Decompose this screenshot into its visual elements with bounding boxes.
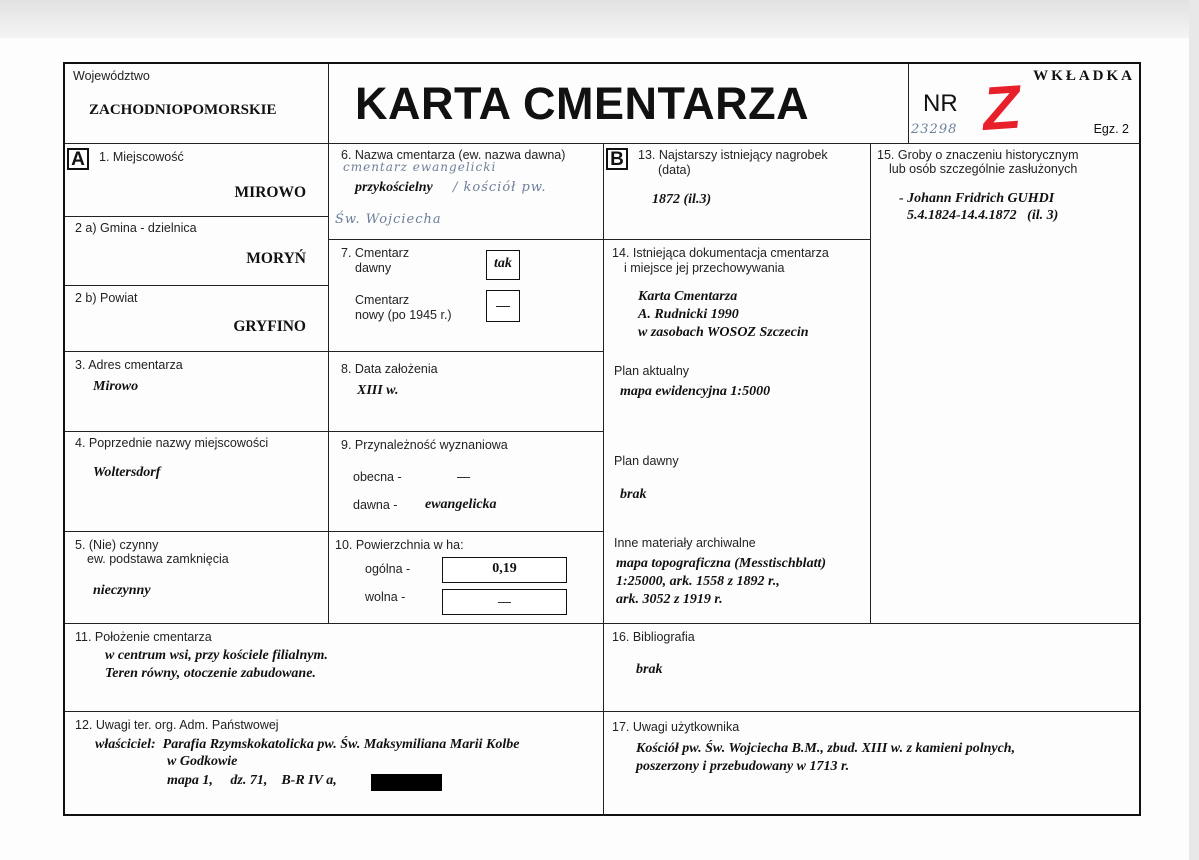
powiat-cell <box>65 286 329 352</box>
oldest-grave-cell <box>604 144 871 240</box>
denomination-label: 9. Przynależność wyznaniowa <box>341 438 508 452</box>
cem-old-value: tak <box>494 256 512 271</box>
documentation-cell <box>604 240 871 624</box>
plan-current-label: Plan aktualny <box>614 364 690 378</box>
founded-label: 8. Data założenia <box>341 362 438 376</box>
plan-current-value: mapa ewidencyjna 1:5000 <box>620 384 771 399</box>
cemetery-name-value: przykościelny <box>355 180 433 195</box>
powiat-value: GRYFINO <box>233 318 306 335</box>
user-notes-value-2: poszerzony i przebudowany w 1713 r. <box>636 759 850 774</box>
other-materials-label: Inne materiały archiwalne <box>614 536 756 550</box>
current-denomination-label: obecna - <box>353 470 402 484</box>
voivodeship-label: Województwo <box>73 69 150 83</box>
prev-names-cell <box>65 432 329 532</box>
admin-notes-value-3: mapa 1, dz. 71, B-R IV a, <box>167 773 337 788</box>
location-label: 11. Położenie cmentarza <box>75 630 212 644</box>
area-free-label: wolna - <box>365 590 406 604</box>
admin-notes-value-1: właściciel: Parafia Rzymskokatolicka pw. Św. Maksymiliana Marii Kolbe <box>95 737 520 752</box>
cemetery-name-handwritten-3: Św. Wojciecha <box>335 212 442 227</box>
cemetery-name-handwritten-2: / kościół pw. <box>453 180 547 195</box>
area-cell <box>329 532 604 624</box>
page-title: KARTA CMENTARZA <box>355 78 810 129</box>
admin-notes-value-2: w Godkowie <box>167 754 238 769</box>
cemetery-name-label: 6. Nazwa cmentarza (ew. nazwa dawna) <box>341 148 566 162</box>
area-total-value: 0,19 <box>492 561 517 576</box>
documentation-value-3: w zasobach WOSOZ Szczecin <box>638 325 809 340</box>
founded-cell <box>329 352 604 432</box>
area-label: 10. Powierzchnia w ha: <box>335 538 464 552</box>
title-cell <box>329 64 909 144</box>
active-label-2: ew. podstawa zamknięcia <box>87 552 229 566</box>
area-total-box <box>442 557 567 583</box>
scan-edge-right <box>1189 0 1199 860</box>
cem-new-label-1: Cmentarz <box>355 293 410 307</box>
locality-cell <box>65 144 329 217</box>
admin-notes-cell <box>65 712 604 816</box>
locality-label: 1. Miejscowość <box>99 150 184 164</box>
cem-old-label-2: dawny <box>355 261 392 275</box>
active-cell <box>65 532 329 624</box>
address-label: 3. Adres cmentarza <box>75 358 183 372</box>
nr-handwritten: 23298 <box>911 122 958 137</box>
prev-names-value: Woltersdorf <box>93 465 161 480</box>
powiat-label: 2 b) Powiat <box>75 291 138 305</box>
insert-label: WKŁADKA <box>1033 68 1135 84</box>
other-materials-value-3: ark. 3052 z 1919 r. <box>616 592 723 607</box>
plan-old-value: brak <box>620 487 647 502</box>
current-denomination-value: — <box>457 469 470 484</box>
historic-graves-value-1: - Johann Fridrich GUHDI <box>899 191 1055 206</box>
bibliography-cell <box>604 624 1141 712</box>
cem-old-label-1: 7. Cmentarz <box>341 246 410 260</box>
user-notes-label: 17. Uwagi użytkownika <box>612 720 740 734</box>
gmina-cell <box>65 217 329 286</box>
other-materials-value-1: mapa topograficzna (Messtischblatt) <box>616 556 827 571</box>
number-cell <box>909 64 1141 144</box>
bibliography-label: 16. Bibliografia <box>612 630 695 644</box>
oldest-grave-value: 1872 (il.3) <box>652 192 712 207</box>
copy-label: Egz. 2 <box>1093 122 1129 136</box>
cem-new-label-2: nowy (po 1945 r.) <box>355 308 452 322</box>
admin-notes-label: 12. Uwagi ter. org. Adm. Państwowej <box>75 718 279 732</box>
documentation-value-2: A. Rudnicki 1990 <box>638 307 739 322</box>
nr-label: NR <box>923 90 958 117</box>
cem-new-box <box>486 290 520 322</box>
location-value-1: w centrum wsi, przy kościele filialnym. <box>105 648 328 663</box>
historic-graves-cell <box>871 144 1141 624</box>
voivodeship-cell <box>65 64 329 144</box>
user-notes-value-1: Kościół pw. Św. Wojciecha B.M., zbud. XIII w. z kamieni polnych, <box>636 741 1016 756</box>
section-a-letter: A <box>67 148 89 170</box>
denomination-cell <box>329 432 604 532</box>
oldest-grave-label-1: 13. Najstarszy istniejący nagrobek <box>638 148 828 162</box>
former-denomination-label: dawna - <box>353 498 398 512</box>
area-total-label: ogólna - <box>365 562 411 576</box>
documentation-value-1: Karta Cmentarza <box>638 289 738 304</box>
locality-value: MIROWO <box>234 184 306 201</box>
stamp-letter: Z <box>979 72 1025 145</box>
historic-graves-label-1: 15. Groby o znaczeniu historycznym <box>877 148 1079 162</box>
location-value-2: Teren równy, otoczenie zabudowane. <box>105 666 316 681</box>
documentation-label-2: i miejsce jej przechowywania <box>624 261 785 275</box>
section-b-letter: B <box>606 148 628 170</box>
historic-graves-value-2: 5.4.1824-14.4.1872 (il. 3) <box>907 208 1059 223</box>
address-cell <box>65 352 329 432</box>
former-denomination-value: ewangelicka <box>425 497 497 512</box>
address-value: Mirowo <box>93 379 139 394</box>
location-cell <box>65 624 604 712</box>
active-value: nieczynny <box>93 583 151 598</box>
gmina-label: 2 a) Gmina - dzielnica <box>75 221 197 235</box>
user-notes-cell <box>604 712 1141 816</box>
gmina-value: MORYŃ <box>246 250 306 267</box>
active-label-1: 5. (Nie) czynny <box>75 538 159 552</box>
historic-graves-label-2: lub osób szczególnie zasłużonych <box>889 162 1078 176</box>
area-free-box <box>442 589 567 615</box>
cem-new-value: — <box>496 297 510 313</box>
redacted-block <box>371 774 442 791</box>
cemetery-name-cell <box>329 144 604 240</box>
plan-old-label: Plan dawny <box>614 454 679 468</box>
founded-value: XIII w. <box>357 383 399 398</box>
area-free-value: — <box>498 594 511 609</box>
prev-names-label: 4. Poprzednie nazwy miejscowości <box>75 436 269 450</box>
scan-edge-top <box>0 0 1199 38</box>
oldest-grave-label-2: (data) <box>658 163 691 177</box>
documentation-label-1: 14. Istniejąca dokumentacja cmentarza <box>612 246 829 260</box>
cemetery-type-cell <box>329 240 604 352</box>
bibliography-value: brak <box>636 662 663 677</box>
cemetery-name-handwritten-1: cmentarz ewangelicki <box>343 160 497 174</box>
voivodeship-value: ZACHODNIOPOMORSKIE <box>89 102 277 118</box>
other-materials-value-2: 1:25000, ark. 1558 z 1892 r., <box>616 574 780 589</box>
cem-old-box <box>486 250 520 280</box>
cemetery-card <box>63 62 1141 816</box>
